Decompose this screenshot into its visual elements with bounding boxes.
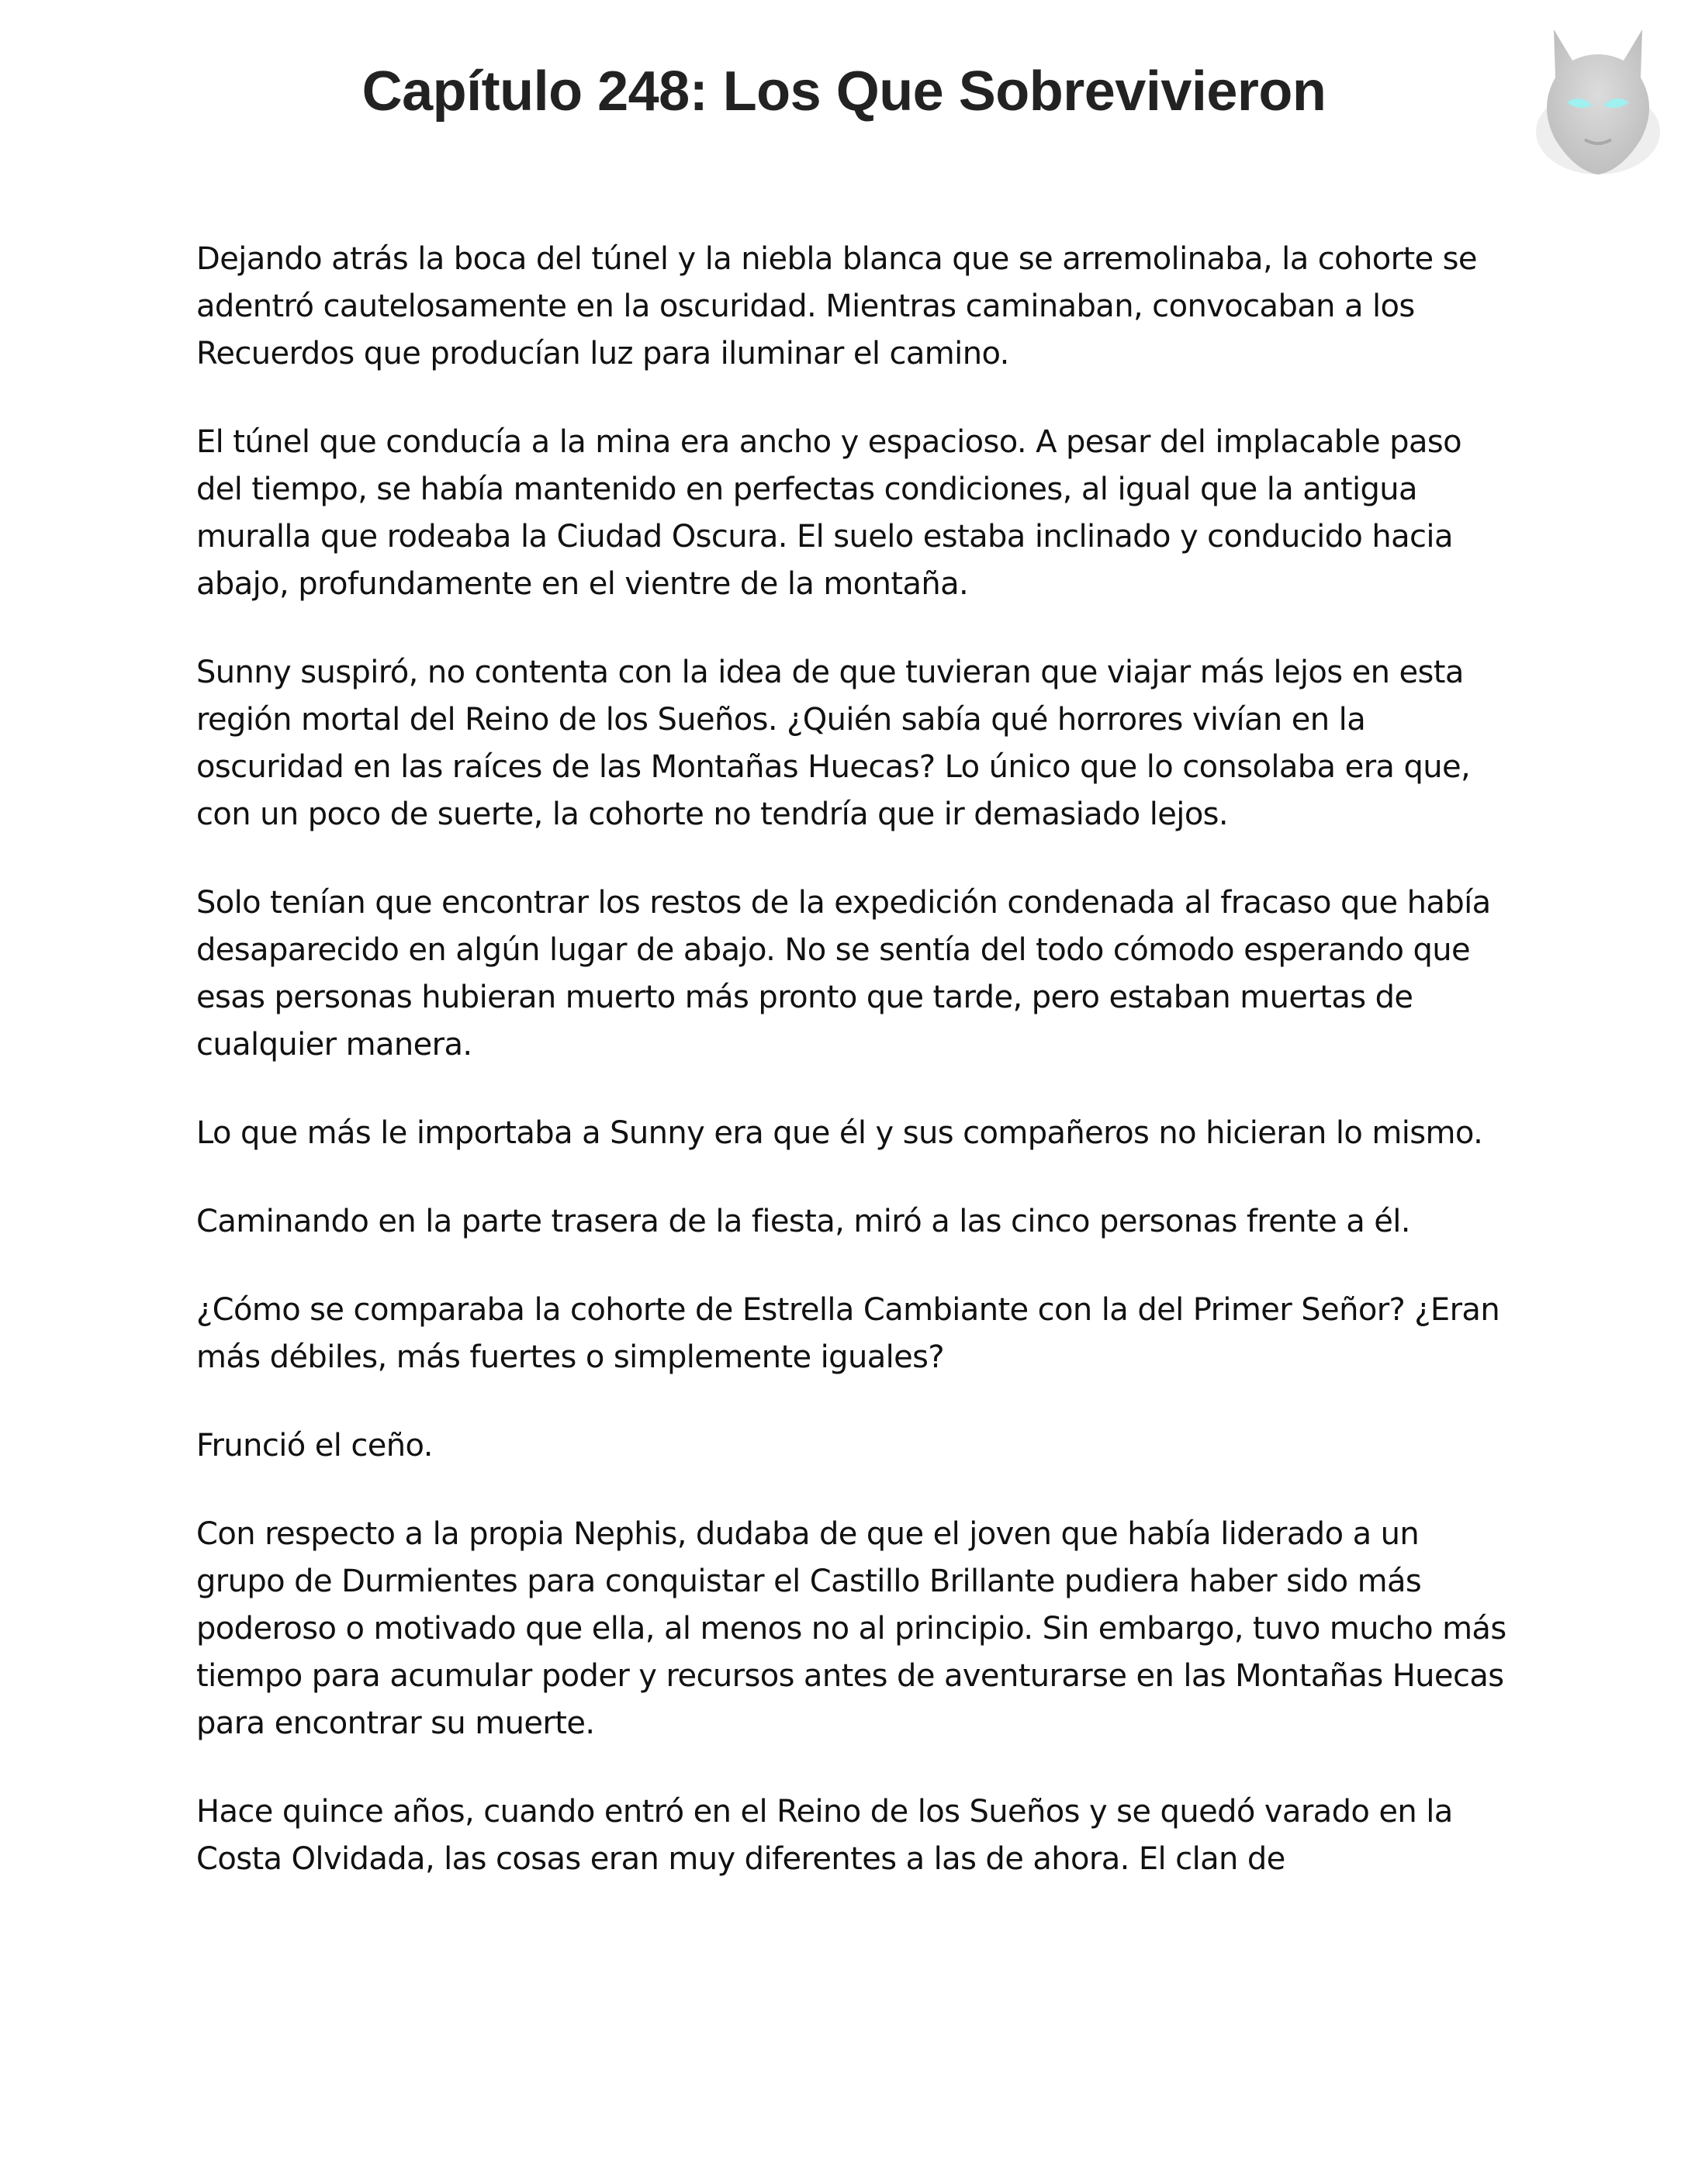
paragraph: Caminando en la parte trasera de la fiesta, miró a las cinco personas frente a él. <box>196 1204 1410 1239</box>
paragraph: El túnel que conducía a la mina era ancho y espacioso. A pesar del implacable paso del tiempo, se había mantenido en perfectas condiciones, al igual que la antigua muralla que rodeaba la Ciudad Oscura. El suelo estaba inclinado y conducido hacia abajo, profundamente en el vientre de la montaña. <box>196 424 1461 602</box>
paragraph: Frunció el ceño. <box>196 1428 433 1463</box>
paragraph: Solo tenían que encontrar los restos de la expedición condenada al fracaso que había desaparecido en algún lugar de abajo. No se sentía del todo cómodo esperando que esas personas hubieran muerto más pronto que tarde, pero estaban muertas de cualquier manera. <box>196 885 1491 1063</box>
paragraph: Dejando atrás la boca del túnel y la niebla blanca que se arremolinaba, la cohorte se adentró cautelosamente en la oscuridad. Mientras caminaban, convocaban a los Recuerdos que producían luz para iluminar el camino. <box>196 241 1477 371</box>
paragraph: Sunny suspiró, no contenta con la idea de que tuvieran que viajar más lejos en esta región mortal del Reino de los Sueños. ¿Quién sabía qué horrores vivían en la oscuridad en las raíces de las Montañas Huecas? Lo único que lo consolaba era que, con un poco de suerte, la cohorte no tendría que ir demasiado lejos. <box>196 655 1471 832</box>
paragraph: Lo que más le importaba a Sunny era que él y sus compañeros no hicieran lo mismo. <box>196 1115 1483 1151</box>
paragraph: ¿Cómo se comparaba la cohorte de Estrella Cambiante con la del Primer Señor? ¿Eran más débiles, más fuertes o simplemente iguales? <box>196 1292 1500 1375</box>
chapter-body <box>196 236 1507 1924</box>
chapter-title: Capítulo 248: Los Que Sobrevivieron <box>361 60 1327 123</box>
paragraph: Con respecto a la propia Nephis, dudaba de que el joven que había liderado a un grupo de Durmientes para conquistar el Castillo Brillante pudiera haber sido más poderoso o motivado que ella, al menos no al principio. Sin embargo, tuvo mucho más tiempo para acumular poder y recursos antes de aventurarse en las Montañas Huecas para encontrar su muerte. <box>196 1516 1506 1741</box>
paragraph: Hace quince años, cuando entró en el Reino de los Sueños y se quedó varado en la Costa Olvidada, las cosas eran muy diferentes a las de ahora. El clan de <box>196 1794 1453 1877</box>
